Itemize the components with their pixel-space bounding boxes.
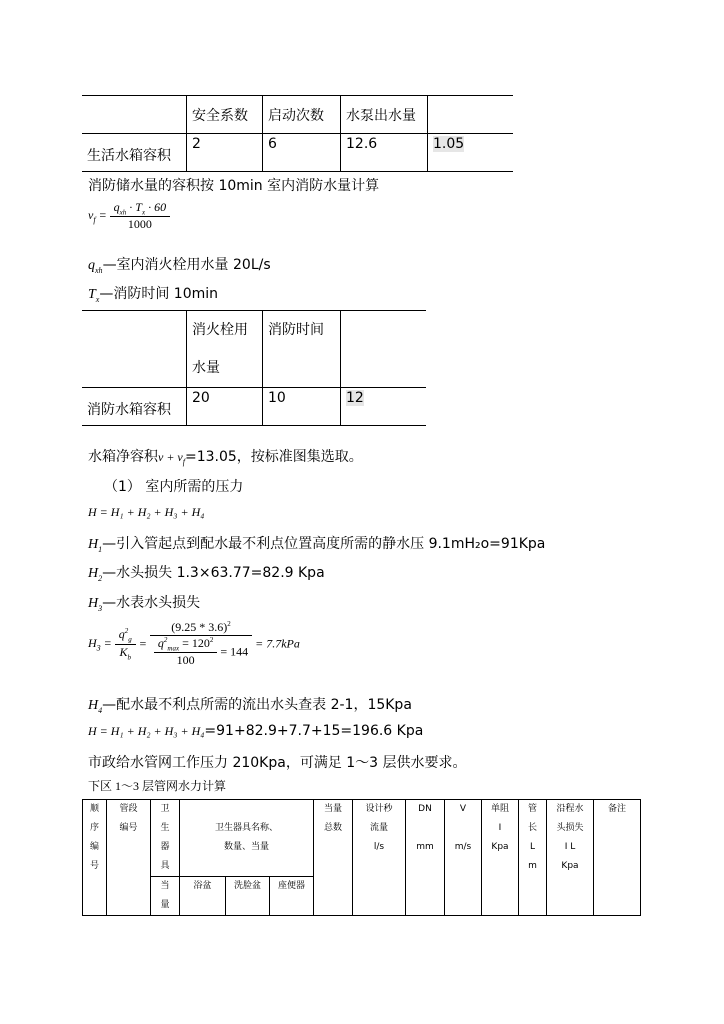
conclusion-text: 市政给水管网工作压力 210Kpa，可满足 1～3 层供水要求。 [88, 755, 467, 771]
sub-bath-header: 浴盆 [180, 877, 226, 916]
formula-h3: $H_3$ = $\frac{q^2_g}{K_b}$ = (9.25 * 3.6)$^2$ $\frac{q^2_{max} = 120^2}{100}$ = 144 = 7.7kPa [88, 620, 300, 668]
table2-header-hydrant: 消火栓用 水量 [187, 311, 263, 388]
col-v-header: V m/s [445, 800, 482, 916]
col-seq-header: 顺 序 编 号 [83, 800, 107, 916]
sub-toilet-header: 座便器 [270, 877, 314, 916]
table1-value-pump: 12.6 [341, 134, 428, 172]
col-unit-loss-header: 单阻 I Kpa [482, 800, 519, 916]
table2-header-time: 消防时间 [263, 311, 341, 388]
table2-row-label: 消防水箱容积 [82, 388, 187, 426]
table3-caption: 下区 1～3 层管网水力计算 [88, 779, 227, 793]
table2-header-empty [82, 311, 187, 388]
table2-value-time: 10 [263, 388, 341, 426]
h4-definition: $H_4—$配水最不利点所需的流出水头查表 2-1，15Kpa [88, 697, 412, 715]
col-dn-header: DN mm [406, 800, 445, 916]
col-note-header: 备注 [594, 800, 641, 916]
tx-definition: $T_x—$消防时间 10min [88, 286, 219, 304]
table1-header-safety: 安全系数 [187, 96, 263, 134]
col-segment-header: 管段 编号 [107, 800, 151, 916]
table1-header-empty [82, 96, 187, 134]
section-heading: （1） 室内所需的压力 [104, 479, 244, 495]
h2-definition: $H_2—$水头损失 1.3×63.77=82.9 Kpa [88, 565, 325, 583]
formula-h: H = H₁ + H₂ + H₃ + H₄ [88, 505, 205, 519]
col-flow-header: 设计秒 流量 l/s [353, 800, 406, 916]
table1-header-starts: 启动次数 [263, 96, 341, 134]
col-fixture-header: 卫 生 器 具 [151, 800, 180, 877]
col-equiv-total-header: 当量 总数 [314, 800, 353, 916]
table1-header-pump: 水泵出水量 [341, 96, 428, 134]
col-length-header: 管 长 L m [519, 800, 547, 916]
hydraulic-calc-table [82, 799, 641, 916]
col-fixture-name-header: 卫生器具名称、 数量、当量 [180, 800, 314, 877]
table1-value-volume: 1.05 [428, 134, 514, 172]
table1-value-safety: 2 [187, 134, 263, 172]
table1-header-blank [428, 96, 514, 134]
sub-equiv-header: 当 量 [151, 877, 180, 916]
sub-basin-header: 洗脸盆 [226, 877, 270, 916]
table1-value-starts: 6 [263, 134, 341, 172]
tank-net-volume: 水箱净容积$v + v_f=13.05$，按标准图集选取。 [88, 449, 363, 467]
table2-value-hydrant: 20 [187, 388, 263, 426]
h3-definition: $H_3—$水表水头损失 [88, 595, 201, 613]
table2-value-volume: 12 [341, 388, 427, 426]
col-loss-header: 沿程水 头损失 I L Kpa [547, 800, 594, 916]
qxh-definition: $q_{xh}—$室内消火栓用水量 20L/s [88, 257, 271, 275]
sum-line: H = H₁ + H₂ + H₃ + H₄=91+82.9+7.7+15=196.6 Kpa [88, 723, 424, 739]
fire-tank-table [82, 310, 426, 426]
table1-row-label: 生活水箱容积 [82, 134, 187, 172]
formula-vf: $v_f$ = $\frac{q_{xh} \cdot T_x \cdot 60}{1000}$ [88, 200, 170, 232]
h1-definition: $H_1—$引入管起点到配水最不利点位置高度所需的静水压 9.1mH₂o=91Kpa [88, 536, 546, 554]
table2-header-blank [341, 311, 427, 388]
safety-factor-table [82, 95, 513, 172]
fire-storage-text: 消防储水量的容积按 10min 室内消防水量计算 [88, 178, 380, 194]
